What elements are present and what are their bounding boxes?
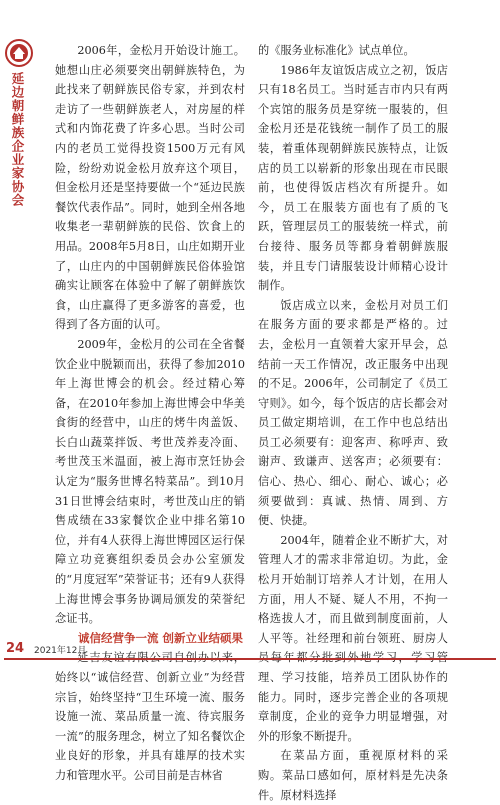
paragraph: 饭店成立以来，金松月对员工们在服务方面的要求都是严格的。过去，金松月一直领着大家开早会，总结前一天工作情况，改正服务中出现的不足。2006年，公司制定了《员工守则》。如今，每个饭店的店长都会对员工做定期培训，在工作中也总结出员工必须要有：迎客声、称呼声、致谢声、致谦声、送客声；必须要有：信心、热心、细心、耐心、诚心；必须要做到：真诚、热情、周到、方便、快捷。 <box>258 298 448 528</box>
paragraph: 始终以“诚信经营、创新立业”为经营宗旨，始终坚持“卫生环境一流、服务设施一流、菜品质量一流、待宾服务一流”的服务理念，树立了知名餐饮企业良好的形象，并具有雄厚的技术实力和管理水平。公司目前是吉林省 <box>55 671 245 782</box>
issue-date: 2021年12月 <box>34 646 87 656</box>
right-column <box>258 41 448 805</box>
paragraph: 2004年，随着企业不断扩大，对管理人才的需求非常迫切。为此，金松月开始制订培养人才计划，在用人方面，用人不疑、疑人不用，不拘一格选拔人才，而且做到制度面前，人人平等。社经理和前台领班、厨房人 理、学习技能，培养员工团队协作的能力。同时，逐步完善企业的各项规章制度，企业的竞争力明显增强，对外的形象不断提升。 <box>258 533 448 743</box>
paragraph: 2009年，金松月的公司在全省餐饮企业中脱颖而出，获得了参加2010年上海世博会的机会。经过精心筹备，在2010年参加上海世博会中华美食街的经营中，山庄的烤牛肉盖饭、长白山蔬菜拌饭、考世茂养麦冷面、考世茂玉米温面，被上海市烹饪协会认定为“服务世博名特菜品”。到10月31日世博会结束时，考世茂山庄的销售成绩在33家餐饮企业中排名第10位，并有4人获得上海世博园区运行保障立功竞赛组织委员会办公室颁发的“月度冠军”荣誉证书；还有9人获得上海世博会事务协调局颁发的荣誉纪念证书。 <box>55 337 245 626</box>
page-footer <box>4 641 496 661</box>
paragraph: 2006年，金松月开始设计施工。她想山庄必须要突出朝鲜族特色，为此找来了朝鲜族民俗专家，并到农村走访了一些朝鲜族老人，对房屋的样式和内饰花费了许多心思。当时公司内的老员工觉得投资1500万元有风险，纷纷劝说金松月放弃这个项目，但金松月还是坚持要做一个“延边民族餐饮代表作品”。同时，她到全州各地收集老一辈朝鲜族的民俗、饮食上的用品。2008年5月8日，山庄如期开业了，山庄内的中国朝鲜族民俗体验馆确实让顾客在体验中了解了朝鲜族饮食，山庄赢得了更多游客的喜爱，也得到了各方面的认可。 <box>55 44 245 332</box>
footer-rule <box>4 658 496 660</box>
paragraph: 1986年友谊饭店成立之初，饭店只有18名员工。当时延吉市内只有两个宾馆的服务员是穿统一服装的，但金松月还是花钱统一制作了员工的服装，着重体现朝鲜族民族特点，让饭店的员工以崭新的形象出现在市民眼前，也使得饭店档次有所提升。如今，员工在服装方面也有了质的飞跃，管理层员工的服装统一样式，前台接待、服务员等都身着朝鲜族服装，并且专门请服装设计师精心设计制作。 <box>258 63 448 293</box>
page-number: 24 <box>6 641 25 656</box>
left-column <box>55 41 245 786</box>
paragraph: 在菜品方面，重视原材料的采购。菜品口感如何，原材料是先决条件。原材料选择 <box>258 749 448 802</box>
association-emblem-icon <box>4 38 34 68</box>
paragraph-continuation: 的《服务业标准化》试点单位。 <box>258 44 415 57</box>
sidebar <box>0 0 40 679</box>
section-heading: 诚信经营争一流 创新立业结硕果 <box>78 630 244 645</box>
association-title: 延边朝鲜族企业家协会 <box>10 72 25 207</box>
